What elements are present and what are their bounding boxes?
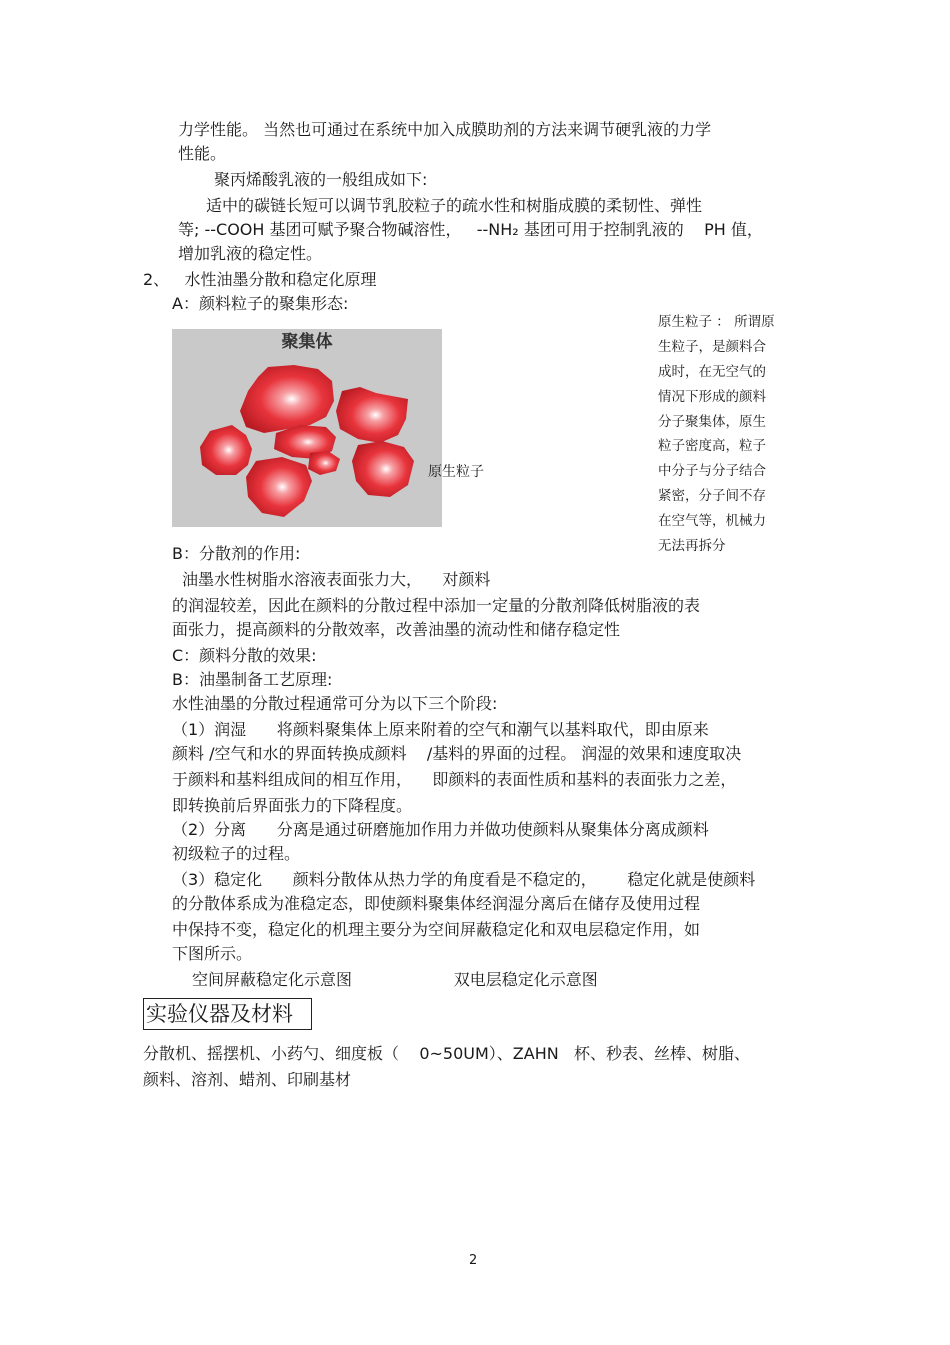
aggregate-illustration — [172, 329, 442, 527]
text-line: （2）分离 分离是通过研磨施加作用力并做功使颜料从聚集体分离成颜料 — [172, 820, 709, 839]
note-line: 无法再拆分 — [658, 538, 726, 554]
note-line: 分子聚集体，原生 — [658, 414, 766, 430]
text-line: 水性油墨的分散过程通常可分为以下三个阶段: — [172, 694, 498, 713]
text-line: 适中的碳链长短可以调节乳胶粒子的疏水性和树脂成膜的柔韧性、弹性 — [206, 196, 703, 215]
particle — [308, 451, 340, 475]
subheading-b2: B：油墨制备工艺原理: — [172, 670, 333, 689]
section-heading-2: 2、 水性油墨分散和稳定化原理 — [143, 270, 377, 289]
note-line: 成时，在无空气的 — [658, 364, 766, 380]
subheading-c: C：颜料分散的效果: — [172, 646, 317, 665]
text-line: 等; --COOH 基团可赋予聚合物碱溶性， --NH₂ 基团可用于控制乳液的 PH 值， — [178, 220, 763, 239]
materials-line: 颜料、溶剂、蜡剂、印刷基材 — [143, 1070, 352, 1089]
particle — [246, 457, 312, 517]
particle — [352, 441, 414, 497]
figure-title: 聚集体 — [281, 332, 333, 352]
note-line: 原生粒子 ： 所谓原 — [658, 314, 775, 330]
primary-particle-label: 原生粒子 — [428, 464, 484, 480]
text-line: 力学性能。 当然也可通过在系统中加入成膜助剂的方法来调节硬乳液的力学 — [178, 120, 712, 139]
text-line: 的分散体系成为准稳定态，即使颜料聚集体经润湿分离后在储存及使用过程 — [172, 894, 701, 913]
text-line: （3）稳定化 颜料分散体从热力学的角度看是不稳定的， 稳定化就是使颜料 — [172, 870, 756, 889]
text-line: 颜料 /空气和水的界面转换成颜料 /基料的界面的过程。 润湿的效果和速度取决 — [172, 744, 742, 763]
text-line: 性能。 — [178, 144, 227, 163]
materials-line: 分散机、摇摆机、小药勺、细度板（ 0~50UM）、ZAHN 杯、秒表、丝棒、树脂、 — [143, 1044, 750, 1063]
text-line: （1）润湿 将颜料聚集体上原来附着的空气和潮气以基料取代，即由原来 — [172, 720, 709, 739]
note-line: 中分子与分子结合 — [658, 463, 766, 479]
particle — [336, 387, 408, 443]
text-line: 初级粒子的过程。 — [172, 844, 301, 863]
text-line: 中保持不变，稳定化的机理主要分为空间屏蔽稳定化和双电层稳定作用，如 — [172, 920, 701, 939]
text-line: 增加乳液的稳定性。 — [178, 244, 323, 263]
text-line: 面张力，提高颜料的分散效率，改善油墨的流动性和储存稳定性 — [172, 620, 621, 639]
figure-captions: 空间屏蔽稳定化示意图 双电层稳定化示意图 — [192, 970, 598, 989]
particle — [200, 425, 252, 475]
section-title-box — [143, 998, 312, 1030]
text-line: 下图所示。 — [172, 944, 253, 963]
note-line: 粒子密度高，粒子 — [658, 438, 766, 454]
note-line: 紧密，分子间不存 — [658, 488, 766, 504]
particle — [240, 365, 334, 433]
note-line: 生粒子，是颜料合 — [658, 339, 766, 355]
text-line: 聚丙烯酸乳液的一般组成如下: — [214, 170, 428, 189]
text-line: 即转换前后界面张力的下降程度。 — [172, 796, 413, 815]
subheading-b: B：分散剂的作用: — [172, 544, 301, 563]
text-line: 于颜料和基料组成间的相互作用， 即颜料的表面性质和基料的表面张力之差， — [172, 770, 737, 789]
section-title: 实验仪器及材料 — [146, 1002, 293, 1026]
page-number: 2 — [469, 1253, 478, 1268]
aggregate-figure — [172, 329, 442, 527]
text-line: 的润湿较差，因此在颜料的分散过程中添加一定量的分散剂降低树脂液的表 — [172, 596, 701, 615]
subheading-a: A：颜料粒子的聚集形态: — [172, 294, 349, 313]
note-line: 情况下形成的颜料 — [658, 389, 766, 405]
text-line: 油墨水性树脂水溶液表面张力大， 对颜料 — [182, 570, 491, 589]
note-line: 在空气等，机械力 — [658, 513, 766, 529]
